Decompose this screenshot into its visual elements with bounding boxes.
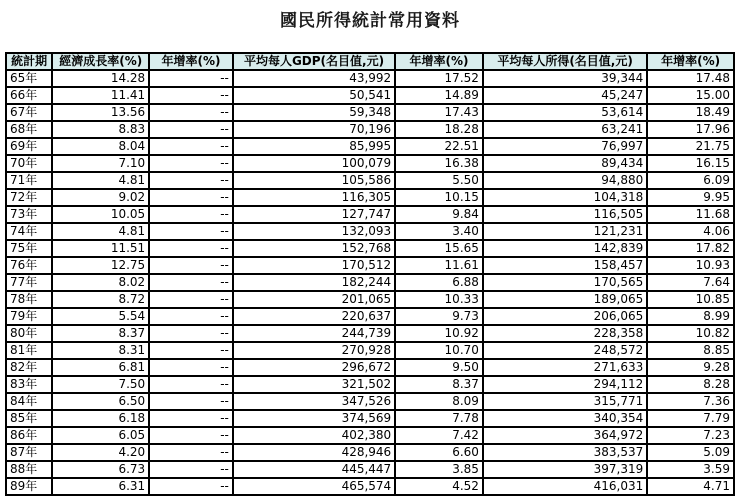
- table-cell: 59,348: [233, 104, 395, 121]
- table-cell: 10.92: [395, 325, 483, 342]
- table-cell: 315,771: [483, 393, 647, 410]
- table-cell: 12.75: [52, 257, 149, 274]
- table-row: [6, 308, 734, 325]
- table-row: [6, 427, 734, 444]
- table-cell: 14.28: [52, 70, 149, 87]
- row-period: 86年: [6, 427, 52, 444]
- table-cell: 13.56: [52, 104, 149, 121]
- table-cell: 121,231: [483, 223, 647, 240]
- table-cell: 17.96: [647, 121, 734, 138]
- table-cell: 17.52: [395, 70, 483, 87]
- table-cell: 100,079: [233, 155, 395, 172]
- table-row: [6, 291, 734, 308]
- table-cell: --: [149, 342, 233, 359]
- table-cell: 10.85: [647, 291, 734, 308]
- table-cell: 127,747: [233, 206, 395, 223]
- table-cell: 3.40: [395, 223, 483, 240]
- table-cell: 39,344: [483, 70, 647, 87]
- table-row: [6, 410, 734, 427]
- table-row: [6, 359, 734, 376]
- table-cell: 428,946: [233, 444, 395, 461]
- table-cell: 7.23: [647, 427, 734, 444]
- table-row: [6, 223, 734, 240]
- table-cell: 4.71: [647, 478, 734, 495]
- table-cell: 3.85: [395, 461, 483, 478]
- table-row: [6, 206, 734, 223]
- table-cell: 6.73: [52, 461, 149, 478]
- table-cell: 6.18: [52, 410, 149, 427]
- row-period: 70年: [6, 155, 52, 172]
- table-cell: 170,512: [233, 257, 395, 274]
- table-cell: 206,065: [483, 308, 647, 325]
- table-row: [6, 138, 734, 155]
- row-period: 69年: [6, 138, 52, 155]
- table-row: [6, 240, 734, 257]
- table-cell: 15.65: [395, 240, 483, 257]
- table-cell: --: [149, 410, 233, 427]
- table-cell: 4.06: [647, 223, 734, 240]
- table-cell: 104,318: [483, 189, 647, 206]
- table-cell: 11.51: [52, 240, 149, 257]
- table-cell: 9.50: [395, 359, 483, 376]
- table-cell: 6.50: [52, 393, 149, 410]
- table-cell: 6.81: [52, 359, 149, 376]
- table-cell: 6.31: [52, 478, 149, 495]
- table-cell: --: [149, 189, 233, 206]
- table-cell: --: [149, 172, 233, 189]
- table-cell: 182,244: [233, 274, 395, 291]
- table-cell: 5.09: [647, 444, 734, 461]
- table-cell: 158,457: [483, 257, 647, 274]
- column-header-1: 經濟成長率(%): [52, 53, 149, 70]
- table-cell: 10.70: [395, 342, 483, 359]
- table-cell: 4.81: [52, 172, 149, 189]
- table-cell: 76,997: [483, 138, 647, 155]
- table-cell: 9.84: [395, 206, 483, 223]
- row-period: 73年: [6, 206, 52, 223]
- table-body: [6, 70, 734, 495]
- table-cell: 9.73: [395, 308, 483, 325]
- table-cell: 85,995: [233, 138, 395, 155]
- column-header-2: 年增率(%): [149, 53, 233, 70]
- table-row: [6, 155, 734, 172]
- table-cell: 228,358: [483, 325, 647, 342]
- row-period: 88年: [6, 461, 52, 478]
- table-row: [6, 393, 734, 410]
- table-cell: 9.02: [52, 189, 149, 206]
- table-cell: 8.99: [647, 308, 734, 325]
- table-cell: --: [149, 308, 233, 325]
- row-period: 74年: [6, 223, 52, 240]
- table-cell: --: [149, 257, 233, 274]
- table-cell: 402,380: [233, 427, 395, 444]
- table-row: [6, 325, 734, 342]
- table-cell: 8.83: [52, 121, 149, 138]
- table-row: [6, 70, 734, 87]
- table-cell: --: [149, 138, 233, 155]
- row-period: 67年: [6, 104, 52, 121]
- table-row: [6, 189, 734, 206]
- table-cell: 17.82: [647, 240, 734, 257]
- table-cell: 17.48: [647, 70, 734, 87]
- table-row: [6, 87, 734, 104]
- table-cell: --: [149, 359, 233, 376]
- table-cell: 7.78: [395, 410, 483, 427]
- table-cell: 21.75: [647, 138, 734, 155]
- row-period: 65年: [6, 70, 52, 87]
- row-period: 79年: [6, 308, 52, 325]
- table-cell: --: [149, 325, 233, 342]
- table-cell: 397,319: [483, 461, 647, 478]
- table-cell: 152,768: [233, 240, 395, 257]
- table-row: [6, 478, 734, 495]
- table-cell: 8.37: [52, 325, 149, 342]
- table-cell: 10.05: [52, 206, 149, 223]
- table-cell: 8.02: [52, 274, 149, 291]
- table-row: [6, 444, 734, 461]
- table-cell: 270,928: [233, 342, 395, 359]
- table-cell: 6.88: [395, 274, 483, 291]
- table-cell: 5.54: [52, 308, 149, 325]
- table-cell: 6.60: [395, 444, 483, 461]
- table-cell: 11.61: [395, 257, 483, 274]
- table-cell: 465,574: [233, 478, 395, 495]
- table-header: [6, 53, 734, 70]
- column-header-6: 年增率(%): [647, 53, 734, 70]
- row-period: 87年: [6, 444, 52, 461]
- table-cell: 11.68: [647, 206, 734, 223]
- table-cell: 4.52: [395, 478, 483, 495]
- table-cell: 7.79: [647, 410, 734, 427]
- table-cell: 10.33: [395, 291, 483, 308]
- table-cell: 374,569: [233, 410, 395, 427]
- row-period: 68年: [6, 121, 52, 138]
- table-cell: --: [149, 444, 233, 461]
- row-period: 83年: [6, 376, 52, 393]
- row-period: 71年: [6, 172, 52, 189]
- row-period: 75年: [6, 240, 52, 257]
- table-cell: --: [149, 121, 233, 138]
- table-cell: --: [149, 376, 233, 393]
- table-cell: 220,637: [233, 308, 395, 325]
- table-cell: 383,537: [483, 444, 647, 461]
- table-cell: 7.36: [647, 393, 734, 410]
- table-cell: 244,739: [233, 325, 395, 342]
- column-header-5: 平均每人所得(名目值,元): [483, 53, 647, 70]
- table-cell: 416,031: [483, 478, 647, 495]
- table-cell: --: [149, 427, 233, 444]
- table-row: [6, 121, 734, 138]
- table-cell: 116,305: [233, 189, 395, 206]
- row-period: 81年: [6, 342, 52, 359]
- table-cell: 189,065: [483, 291, 647, 308]
- row-period: 66年: [6, 87, 52, 104]
- row-period: 77年: [6, 274, 52, 291]
- table-cell: --: [149, 223, 233, 240]
- page-title: 國民所得統計常用資料: [280, 11, 460, 31]
- table-cell: 3.59: [647, 461, 734, 478]
- table-cell: 17.43: [395, 104, 483, 121]
- table-cell: --: [149, 291, 233, 308]
- table-cell: --: [149, 478, 233, 495]
- table-cell: 6.05: [52, 427, 149, 444]
- table-cell: 8.85: [647, 342, 734, 359]
- table-cell: 94,880: [483, 172, 647, 189]
- table-cell: 8.04: [52, 138, 149, 155]
- table-row: [6, 274, 734, 291]
- row-period: 72年: [6, 189, 52, 206]
- row-period: 84年: [6, 393, 52, 410]
- table-cell: 10.93: [647, 257, 734, 274]
- row-period: 76年: [6, 257, 52, 274]
- table-cell: --: [149, 461, 233, 478]
- row-period: 78年: [6, 291, 52, 308]
- table-cell: --: [149, 104, 233, 121]
- table-cell: --: [149, 393, 233, 410]
- table-cell: 116,505: [483, 206, 647, 223]
- row-period: 89年: [6, 478, 52, 495]
- table-cell: 7.50: [52, 376, 149, 393]
- table-cell: 11.41: [52, 87, 149, 104]
- header-row: [6, 53, 734, 70]
- table-row: [6, 104, 734, 121]
- table-cell: 45,247: [483, 87, 647, 104]
- table-cell: 248,572: [483, 342, 647, 359]
- table-cell: 8.31: [52, 342, 149, 359]
- table-cell: --: [149, 240, 233, 257]
- table-cell: 8.28: [647, 376, 734, 393]
- table-cell: 14.89: [395, 87, 483, 104]
- table-cell: 321,502: [233, 376, 395, 393]
- table-cell: 16.38: [395, 155, 483, 172]
- table-cell: --: [149, 87, 233, 104]
- table-cell: --: [149, 70, 233, 87]
- table-cell: 15.00: [647, 87, 734, 104]
- table-cell: 18.28: [395, 121, 483, 138]
- table-cell: 10.15: [395, 189, 483, 206]
- table-cell: 53,614: [483, 104, 647, 121]
- table-cell: --: [149, 274, 233, 291]
- table-cell: 170,565: [483, 274, 647, 291]
- table-cell: 16.15: [647, 155, 734, 172]
- table-cell: 105,586: [233, 172, 395, 189]
- table-cell: 296,672: [233, 359, 395, 376]
- table-cell: 347,526: [233, 393, 395, 410]
- table-cell: 7.10: [52, 155, 149, 172]
- column-header-3: 平均每人GDP(名目值,元): [233, 53, 395, 70]
- table-row: [6, 257, 734, 274]
- table-cell: 7.42: [395, 427, 483, 444]
- column-header-0: 統計期: [6, 53, 52, 70]
- table-cell: 10.82: [647, 325, 734, 342]
- table-cell: 8.37: [395, 376, 483, 393]
- column-header-4: 年增率(%): [395, 53, 483, 70]
- table-cell: --: [149, 206, 233, 223]
- table-cell: 43,992: [233, 70, 395, 87]
- table-cell: 201,065: [233, 291, 395, 308]
- row-period: 80年: [6, 325, 52, 342]
- table-cell: 340,354: [483, 410, 647, 427]
- table-row: [6, 172, 734, 189]
- table-cell: 7.64: [647, 274, 734, 291]
- table-cell: 9.95: [647, 189, 734, 206]
- table-row: [6, 461, 734, 478]
- table-row: [6, 376, 734, 393]
- table-cell: 142,839: [483, 240, 647, 257]
- table-cell: 4.81: [52, 223, 149, 240]
- table-cell: 6.09: [647, 172, 734, 189]
- statistics-table: [5, 52, 735, 496]
- row-period: 85年: [6, 410, 52, 427]
- row-period: 82年: [6, 359, 52, 376]
- table-cell: 9.28: [647, 359, 734, 376]
- table-cell: 18.49: [647, 104, 734, 121]
- table-cell: 4.20: [52, 444, 149, 461]
- table-cell: 271,633: [483, 359, 647, 376]
- table-cell: 294,112: [483, 376, 647, 393]
- table-cell: 89,434: [483, 155, 647, 172]
- table-cell: 5.50: [395, 172, 483, 189]
- table-row: [6, 342, 734, 359]
- table-cell: 22.51: [395, 138, 483, 155]
- table-cell: 364,972: [483, 427, 647, 444]
- table-cell: 132,093: [233, 223, 395, 240]
- table-cell: 445,447: [233, 461, 395, 478]
- table-cell: 50,541: [233, 87, 395, 104]
- table-cell: 70,196: [233, 121, 395, 138]
- table-cell: 8.72: [52, 291, 149, 308]
- table-cell: 63,241: [483, 121, 647, 138]
- table-cell: --: [149, 155, 233, 172]
- table-cell: 8.09: [395, 393, 483, 410]
